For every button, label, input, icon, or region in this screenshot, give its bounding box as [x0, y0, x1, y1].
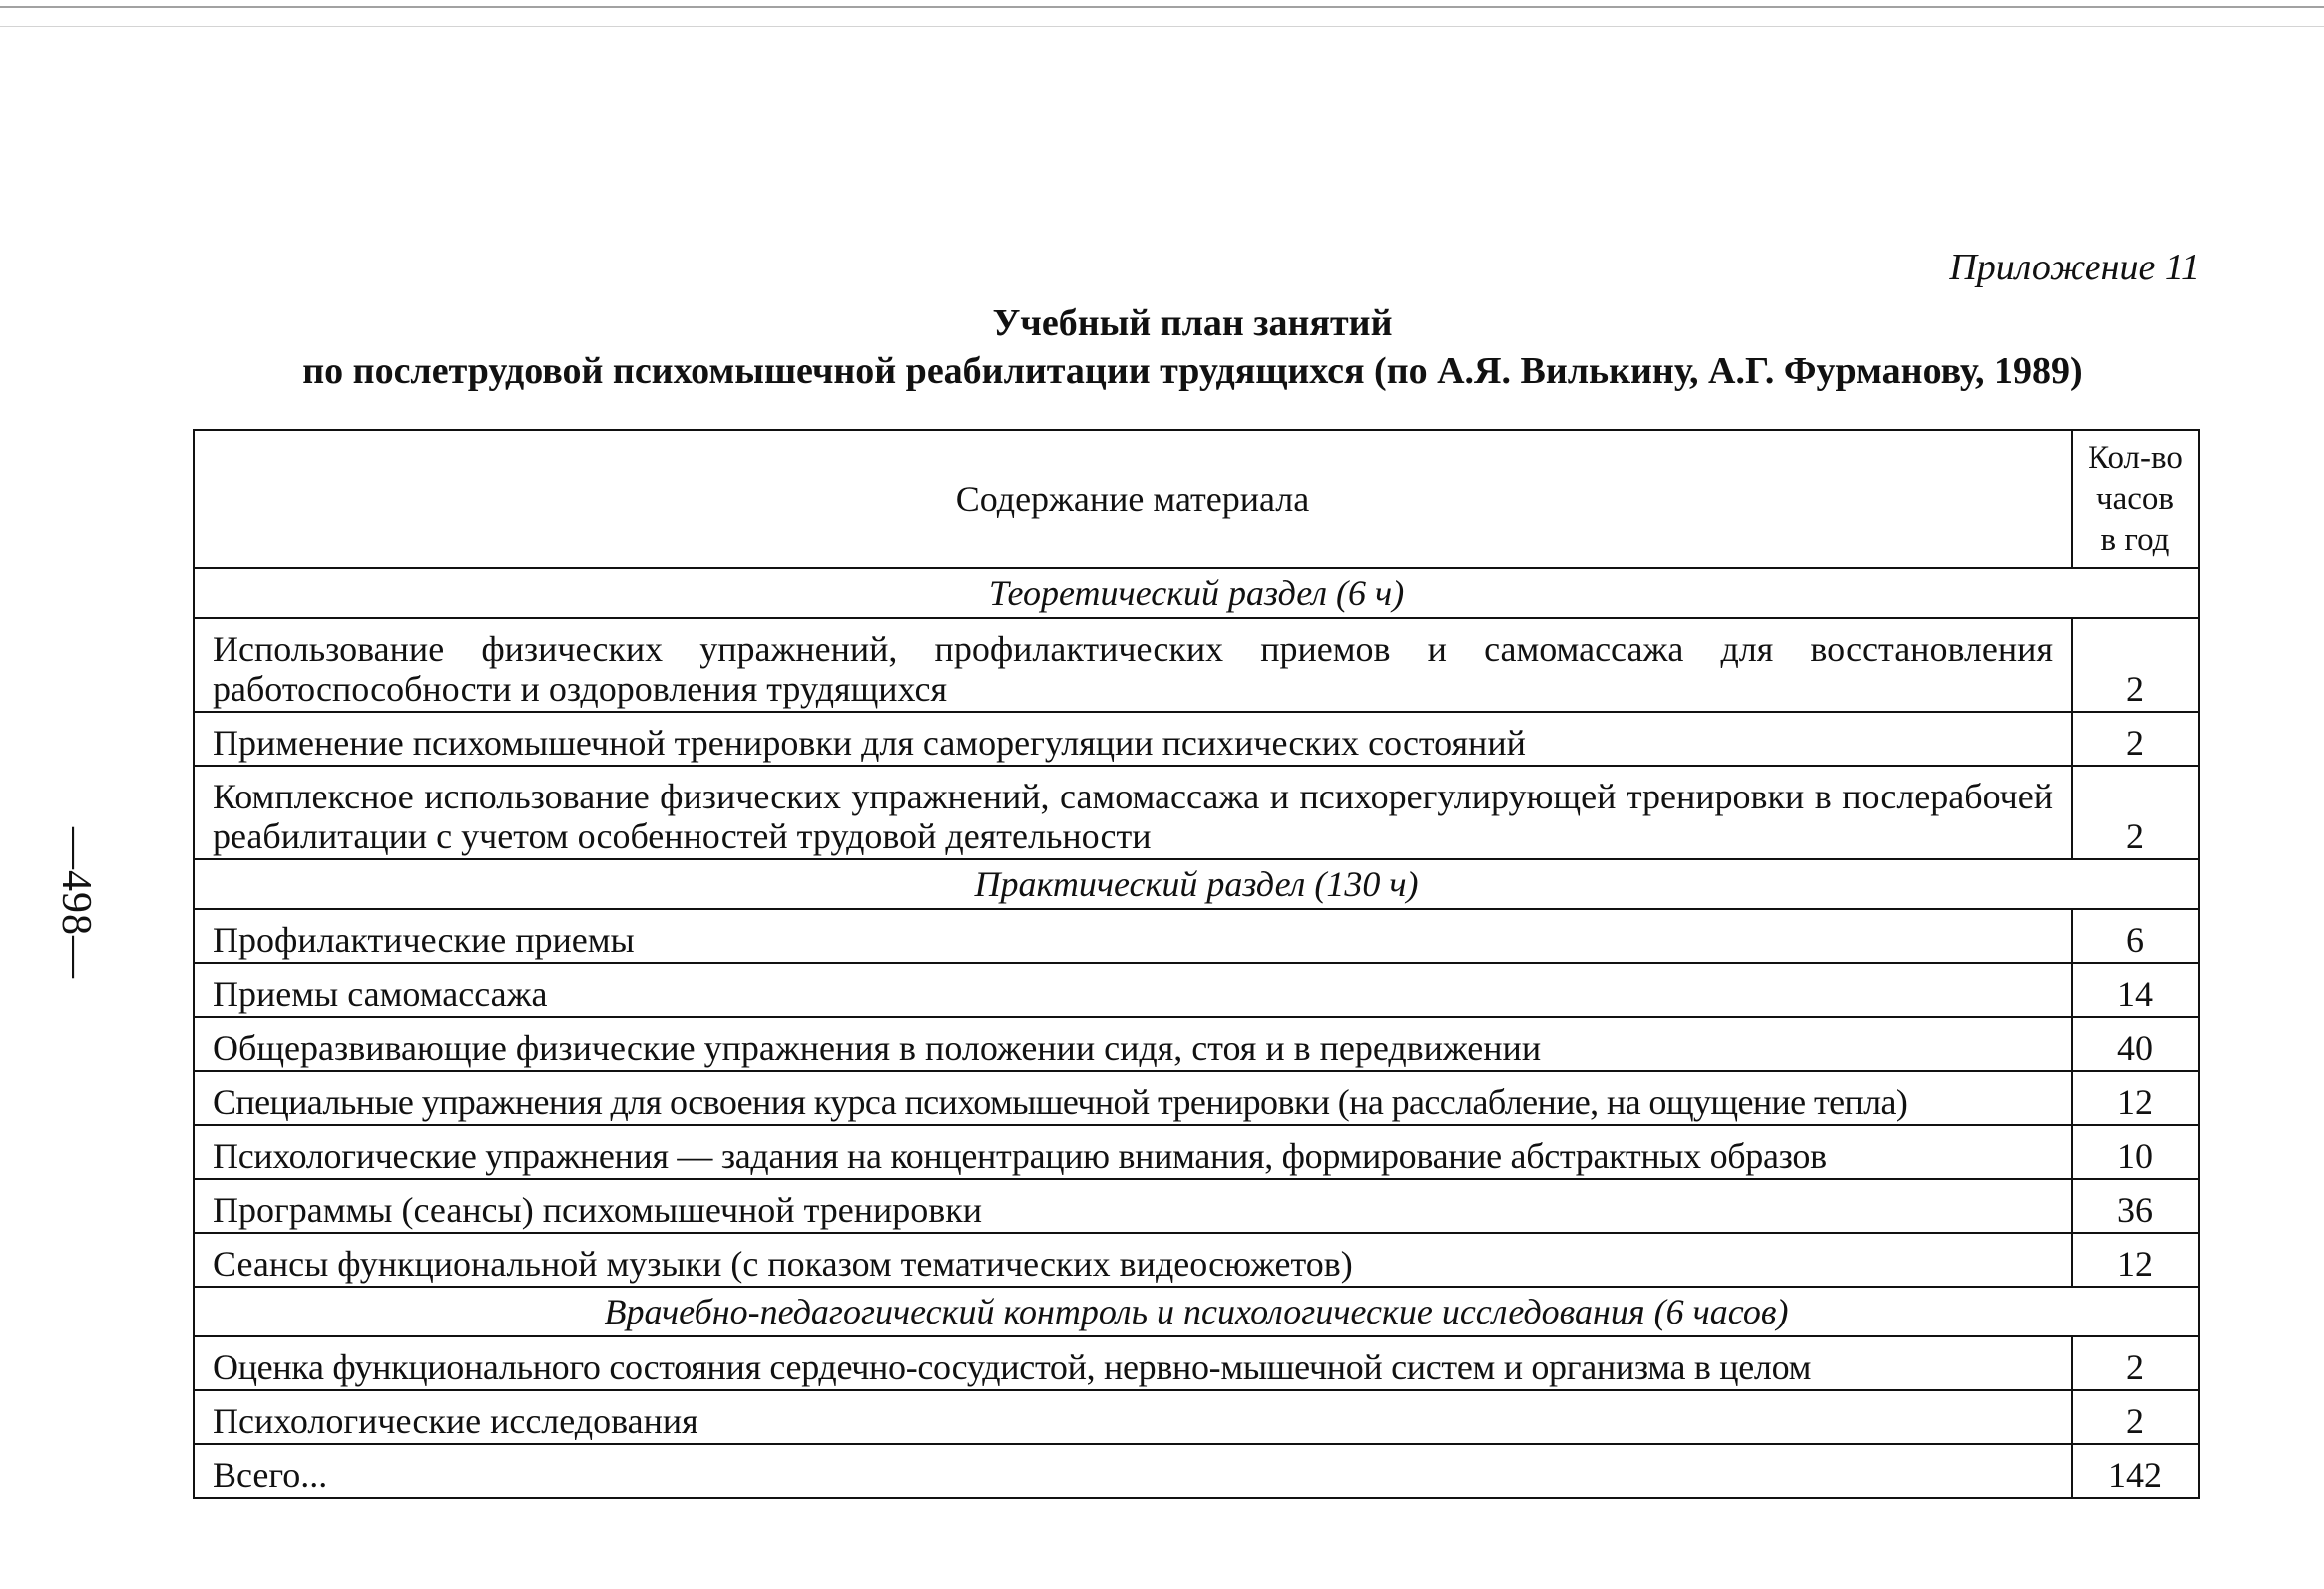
table-row [194, 1125, 2199, 1179]
table-row [194, 1017, 2199, 1071]
row-content: Психологические исследования [194, 1390, 2072, 1444]
table-row [194, 963, 2199, 1017]
row-content: Приемы самомассажа [194, 963, 2072, 1017]
table-row [194, 909, 2199, 963]
row-hours: 2 [2072, 1390, 2199, 1444]
row-hours: 2 [2072, 1336, 2199, 1390]
row-hours: 36 [2072, 1179, 2199, 1233]
table-row [194, 712, 2199, 766]
section-title: Практический раздел (130 ч) [194, 859, 2199, 909]
document-title: Учебный план занятий [992, 302, 1393, 344]
header-hours-line: часов [2096, 480, 2174, 517]
row-content: Специальные упражнения для освоения курса психомышечной тренировки (на расслабление, на ощущение тепла) [194, 1071, 2072, 1125]
row-hours: 40 [2072, 1017, 2199, 1071]
row-content: Психологические упражнения — задания на концентрацию внимания, формирование абстрактных образов [194, 1125, 2072, 1179]
section-row [194, 859, 2199, 909]
document-subtitle: по послетрудовой психомышечной реабилитации трудящихся (по А.Я. Вилькину, А.Г. Фурманову, 1989) [302, 350, 2083, 392]
total-label: Всего... [194, 1444, 2072, 1498]
scan-artifact-line [0, 6, 2324, 8]
row-hours: 2 [2072, 618, 2199, 712]
table-row [194, 1071, 2199, 1125]
table-row [194, 1390, 2199, 1444]
table-row [194, 1179, 2199, 1233]
row-hours: 2 [2072, 766, 2199, 859]
appendix-label: Приложение 11 [1949, 247, 2200, 288]
row-hours: 12 [2072, 1071, 2199, 1125]
header-hours-line: Кол-во [2088, 439, 2183, 476]
row-hours: 10 [2072, 1125, 2199, 1179]
table-row [194, 766, 2199, 859]
page-number: —498— [53, 827, 99, 979]
row-hours: 12 [2072, 1233, 2199, 1287]
row-content: Оценка функционального состояния сердечно-сосудистой, нервно-мышечной систем и организма в целом [194, 1336, 2072, 1390]
row-content: Комплексное использование физических упражнений, самомассажа и психорегулирующей тренировки в послерабочей реабилитации с учетом особенностей трудовой деятельности [194, 766, 2072, 859]
row-hours: 2 [2072, 712, 2199, 766]
header-content: Содержание материала [194, 430, 2072, 568]
row-content: Профилактические приемы [194, 909, 2072, 963]
row-hours: 14 [2072, 963, 2199, 1017]
table-row [194, 618, 2199, 712]
row-content: Использование физических упражнений, профилактических приемов и самомассажа для восстановления работоспособности и оздоровления трудящихся [194, 618, 2072, 712]
table-row [194, 1233, 2199, 1287]
scan-artifact-line [0, 26, 2324, 27]
total-hours: 142 [2072, 1444, 2199, 1498]
row-hours: 6 [2072, 909, 2199, 963]
row-content: Программы (сеансы) психомышечной тренировки [194, 1179, 2072, 1233]
section-title: Теоретический раздел (6 ч) [194, 568, 2199, 618]
section-title: Врачебно-педагогический контроль и психологические исследования (6 часов) [194, 1287, 2199, 1336]
table-header-row [194, 430, 2199, 568]
section-row [194, 568, 2199, 618]
section-row [194, 1287, 2199, 1336]
header-hours-line: в год [2100, 521, 2170, 558]
curriculum-table [193, 429, 2200, 1499]
header-hours [2072, 430, 2199, 568]
table-row [194, 1336, 2199, 1390]
row-content: Применение психомышечной тренировки для саморегуляции психических состояний [194, 712, 2072, 766]
row-content: Общеразвивающие физические упражнения в положении сидя, стоя и в передвижении [194, 1017, 2072, 1071]
total-row [194, 1444, 2199, 1498]
row-content: Сеансы функциональной музыки (с показом тематических видеосюжетов) [194, 1233, 2072, 1287]
